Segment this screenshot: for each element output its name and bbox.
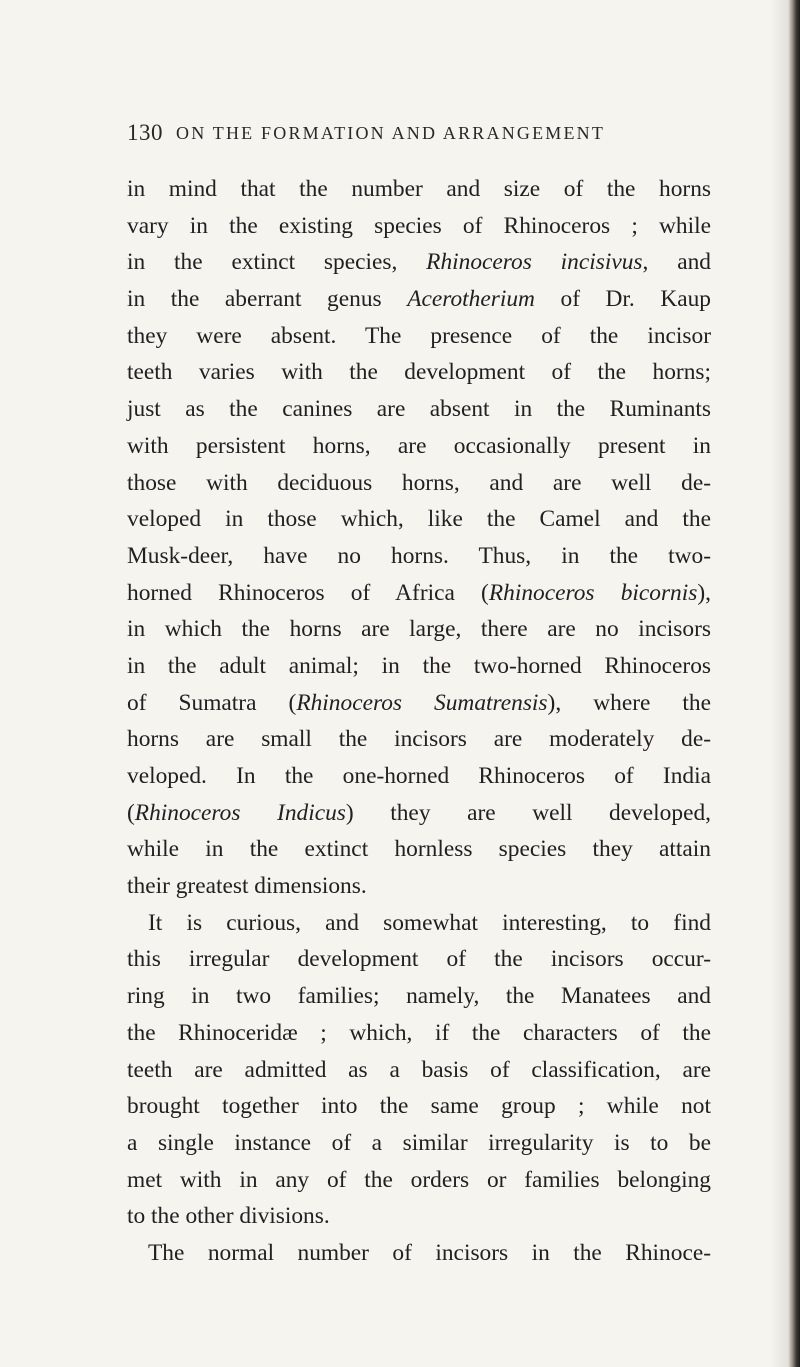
text-run: Musk-deer, have no horns. Thus, in the two- xyxy=(127,542,711,569)
text-run: horned Rhinoceros of Africa ( xyxy=(127,579,489,606)
italic-species-name: Rhinoceros Sumatrensis xyxy=(296,689,548,716)
text-run: The normal number of incisors in the Rhinoce- xyxy=(148,1239,711,1266)
text-line xyxy=(127,1015,711,1052)
text-run: to the other divisions. xyxy=(127,1203,330,1230)
text-run: the Rhinoceridæ ; which, if the characters of the xyxy=(127,1019,711,1046)
text-run: in mind that the number and size of the horns xyxy=(127,176,711,202)
text-line xyxy=(127,795,711,832)
text-run: ring in two families; namely, the Manatees and xyxy=(127,983,711,1010)
text-line xyxy=(127,575,711,612)
body-text xyxy=(127,171,711,1272)
italic-species-name: Rhinoceros bicornis xyxy=(488,579,698,606)
text-line xyxy=(127,501,711,538)
text-line xyxy=(127,428,711,465)
text-run: teeth are admitted as a basis of classification, are xyxy=(127,1056,711,1083)
text-line xyxy=(127,1088,711,1125)
text-line xyxy=(127,244,711,281)
text-run: their greatest dimensions. xyxy=(127,873,367,900)
text-run: of Sumatra ( xyxy=(127,689,297,716)
text-line xyxy=(127,978,711,1015)
text-line xyxy=(127,171,711,208)
text-run: those with deciduous horns, and are well de- xyxy=(127,469,711,496)
text-run: while in the extinct hornless species they attain xyxy=(127,836,711,863)
text-run: with persistent horns, are occasionally present in xyxy=(127,432,711,459)
text-run: of Dr. Kaup xyxy=(534,286,711,313)
text-run: , and xyxy=(642,249,712,276)
text-run: in the aberrant genus xyxy=(127,286,408,313)
text-line xyxy=(127,758,711,795)
text-line xyxy=(127,611,711,648)
text-line xyxy=(127,831,711,868)
text-run: horns are small the incisors are moderately de- xyxy=(127,726,711,753)
text-run: this irregular development of the incisors occur- xyxy=(127,946,711,973)
text-run: ( xyxy=(127,799,135,826)
italic-species-name: Rhinoceros incisivus xyxy=(426,249,643,276)
text-run: It is curious, and somewhat interesting, to find xyxy=(148,909,711,936)
running-head-title: ON THE FORMATION AND ARRANGEMENT xyxy=(176,123,606,143)
text-line xyxy=(127,1052,711,1089)
text-line xyxy=(127,1162,711,1199)
text-line xyxy=(127,941,711,978)
text-line xyxy=(127,354,711,391)
text-line xyxy=(127,1198,711,1235)
text-line xyxy=(127,868,711,905)
text-run: teeth varies with the development of the horns; xyxy=(127,359,711,386)
text-line xyxy=(127,721,711,758)
text-line xyxy=(127,905,711,942)
text-line xyxy=(127,465,711,502)
text-line xyxy=(127,648,711,685)
binding-shadow xyxy=(770,0,788,1367)
text-line xyxy=(127,1235,711,1272)
text-line xyxy=(127,318,711,355)
text-line xyxy=(127,281,711,318)
text-line xyxy=(127,685,711,722)
text-run: met with in any of the orders or families belonging xyxy=(127,1166,711,1193)
italic-species-name: Acerotherium xyxy=(407,286,535,313)
text-run: in the extinct species, xyxy=(127,249,427,276)
text-run: in which the horns are large, there are no incisors xyxy=(127,616,711,643)
text-line xyxy=(127,538,711,575)
text-run: vary in the existing species of Rhinoceros ; while xyxy=(127,212,711,239)
italic-species-name: Rhinoceros Indicus xyxy=(134,799,346,826)
text-run: veloped in those which, like the Camel and the xyxy=(127,506,711,533)
page-binding-edge xyxy=(788,0,800,1367)
text-run: ), where the xyxy=(547,689,711,716)
text-run: in the adult animal; in the two-horned Rhinoceros xyxy=(127,652,711,679)
text-run: brought together into the same group ; while not xyxy=(127,1093,711,1120)
text-run: ), xyxy=(697,579,711,606)
text-run: ) they are well developed, xyxy=(345,799,711,826)
text-line xyxy=(127,391,711,428)
text-line xyxy=(127,208,711,245)
running-head xyxy=(127,120,747,150)
text-run: they were absent. The presence of the incisor xyxy=(127,322,711,349)
text-line xyxy=(127,1125,711,1162)
page-number: 130 xyxy=(127,120,163,145)
text-run: veloped. In the one-horned Rhinoceros of India xyxy=(127,763,711,789)
text-run: just as the canines are absent in the Ruminants xyxy=(127,396,711,423)
text-run: a single instance of a similar irregularity is to be xyxy=(127,1129,711,1156)
